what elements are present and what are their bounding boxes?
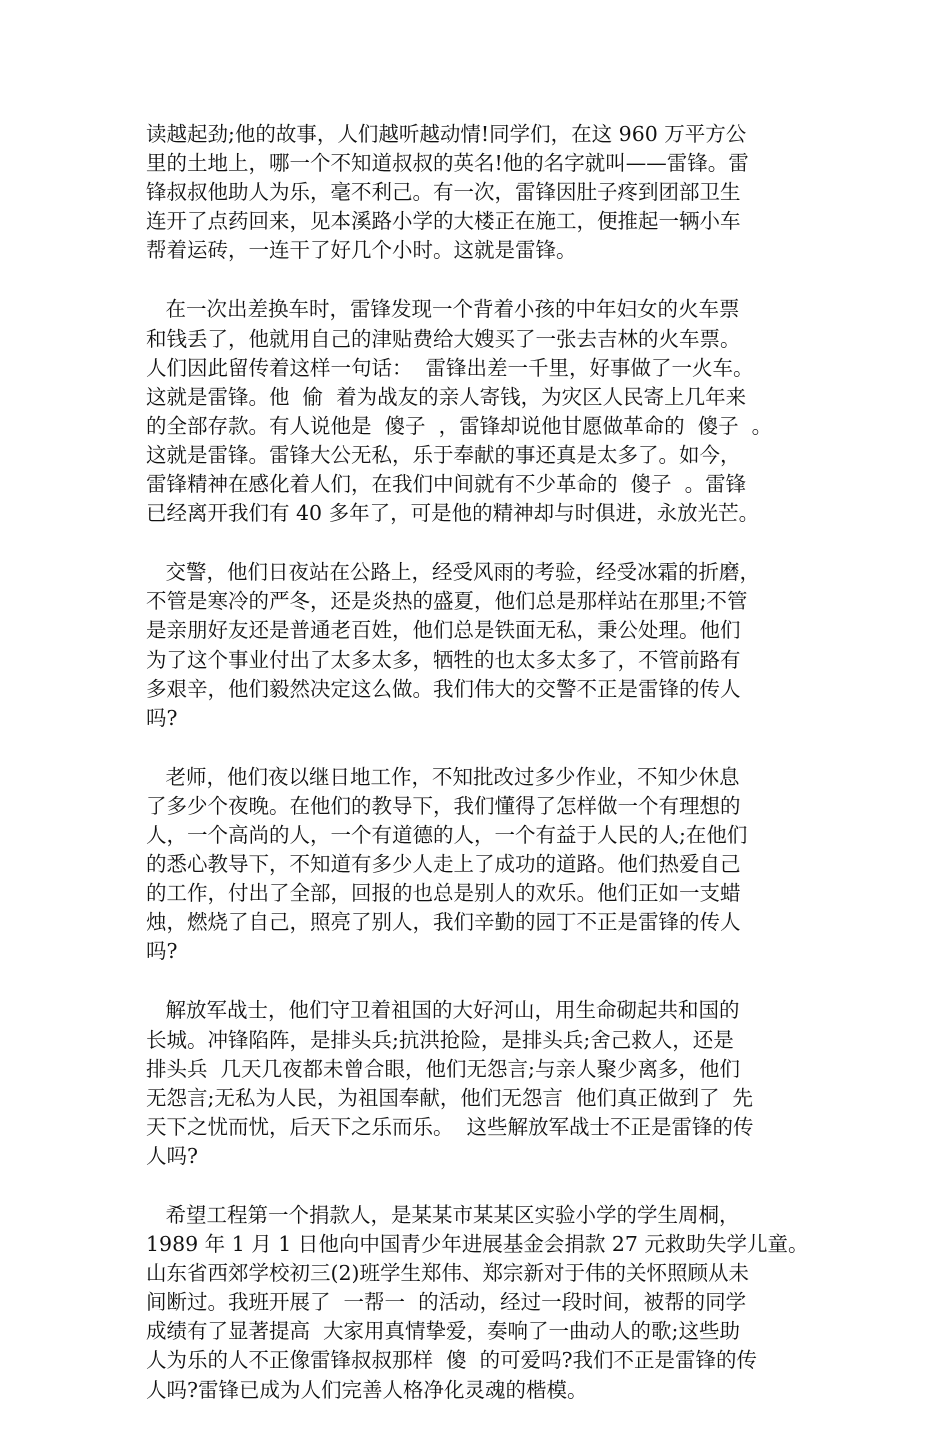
text-line: 这就是雷锋。他 偷 着为战友的亲人寄钱，为灾区人民寄上几年来 — [146, 384, 747, 409]
text-line: 这就是雷锋。雷锋大公无私，乐于奉献的事还真是太多了。如今， — [146, 442, 741, 467]
text-line: 排头兵 几天几夜都未曾合眼，他们无怨言;与亲人聚少离多，他们 — [146, 1056, 740, 1081]
text-line: 多艰辛，他们毅然决定这么做。我们伟大的交警不正是雷锋的传人 — [146, 676, 741, 701]
text-line: 烛，燃烧了自己，照亮了别人，我们辛勤的园丁不正是雷锋的传人 — [146, 910, 741, 935]
text-line: 了多少个夜晚。在他们的教导下，我们懂得了怎样做一个有理想的 — [146, 793, 741, 818]
text-line: 解放军战士，他们守卫着祖国的大好河山，用生命砌起共和国的 — [146, 998, 740, 1023]
text-line: 天下之忧而忧，后天下之乐而乐。 这些解放军战士不正是雷锋的传 — [146, 1114, 754, 1139]
text-line: 人，一个高尚的人，一个有道德的人，一个有益于人民的人;在他们 — [146, 822, 748, 847]
text-line: 锋叔叔他助人为乐，毫不利己。有一次，雷锋因肚子疼到团部卫生 — [146, 180, 741, 205]
text-line: 交警，他们日夜站在公路上，经受风雨的考验，经受冰霜的折磨， — [146, 560, 761, 585]
text-line: 的全部存款。有人说他是 傻子 ，雷锋却说他甘愿做革命的 傻子 。 — [146, 413, 773, 438]
text-line: 老师，他们夜以继日地工作，不知批改过多少作业，不知少休息 — [146, 764, 740, 789]
text-line: 成绩有了显著提高 大家用真情挚爱，奏响了一曲动人的歌;这些助 — [146, 1319, 740, 1344]
text-line: 雷锋精神在感化着人们，在我们中间就有不少革命的 傻子 。雷锋 — [146, 472, 747, 497]
paragraph — [146, 763, 810, 967]
paragraph — [146, 558, 810, 733]
paragraph — [146, 295, 810, 528]
text-line: 吗? — [146, 939, 178, 964]
text-line: 已经离开我们有 40 多年了，可是他的精神却与时俱进，永放光芒。 — [146, 501, 760, 526]
text-line: 山东省西郊学校初三(2)班学生郑伟、郑宗新对于伟的关怀照顾从未 — [146, 1261, 750, 1286]
text-line: 里的土地上，哪一个不知道叔叔的英名!他的名字就叫——雷锋。雷 — [146, 151, 749, 176]
text-line: 人吗?雷锋已成为人们完善人格净化灵魂的楷模。 — [146, 1377, 588, 1402]
paragraph — [146, 996, 810, 1171]
text-line: 长城。冲锋陷阵，是排头兵;抗洪抢险，是排头兵;舍己救人，还是 — [146, 1027, 734, 1052]
text-line: 的悉心教导下，不知道有多少人走上了成功的道路。他们热爱自己 — [146, 852, 741, 877]
text-line: 连开了点药回来，见本溪路小学的大楼正在施工，便推起一辆小车 — [146, 209, 741, 234]
text-line: 间断过。我班开展了 一帮一 的活动，经过一段时间，被帮的同学 — [146, 1290, 747, 1315]
text-line: 不管是寒冷的严冬，还是炎热的盛夏，他们总是那样站在那里;不管 — [146, 589, 748, 614]
text-line: 和钱丢了，他就用自己的津贴费给大嫂买了一张去吉林的火车票。 — [146, 326, 741, 351]
text-line: 帮着运砖，一连干了好几个小时。这就是雷锋。 — [146, 238, 577, 263]
text-line: 无怨言;无私为人民，为祖国奉献，他们无怨言 他们真正做到了 先 — [146, 1085, 753, 1110]
text-line: 在一次出差换车时，雷锋发现一个背着小孩的中年妇女的火车票 — [146, 297, 740, 322]
document-body — [146, 120, 810, 1435]
text-line: 是亲朋好友还是普通老百姓，他们总是铁面无私，秉公处理。他们 — [146, 618, 741, 643]
text-line: 人吗? — [146, 1143, 198, 1168]
text-line: 的工作，付出了全部，回报的也总是别人的欢乐。他们正如一支蜡 — [146, 881, 741, 906]
text-line: 人们因此留传着这样一句话： 雷锋出差一千里，好事做了一火车。 — [146, 355, 754, 380]
text-line: 为了这个事业付出了太多太多，牺牲的也太多太多了，不管前路有 — [146, 647, 741, 672]
text-line: 希望工程第一个捐款人，是某某市某某区实验小学的学生周桐， — [146, 1203, 740, 1227]
paragraph — [146, 120, 810, 265]
text-line: 1989 年 1 月 1 日他向中国青少年进展基金会捐款 27 元救助失学儿童。 — [146, 1232, 809, 1257]
text-line: 人为乐的人不正像雷锋叔叔那样 傻 的可爱吗?我们不正是雷锋的传 — [146, 1348, 758, 1373]
text-line: 吗? — [146, 705, 178, 730]
text-line: 读越起劲;他的故事，人们越听越动情!同学们，在这 960 万平方公 — [146, 122, 747, 146]
paragraph — [146, 1201, 810, 1405]
